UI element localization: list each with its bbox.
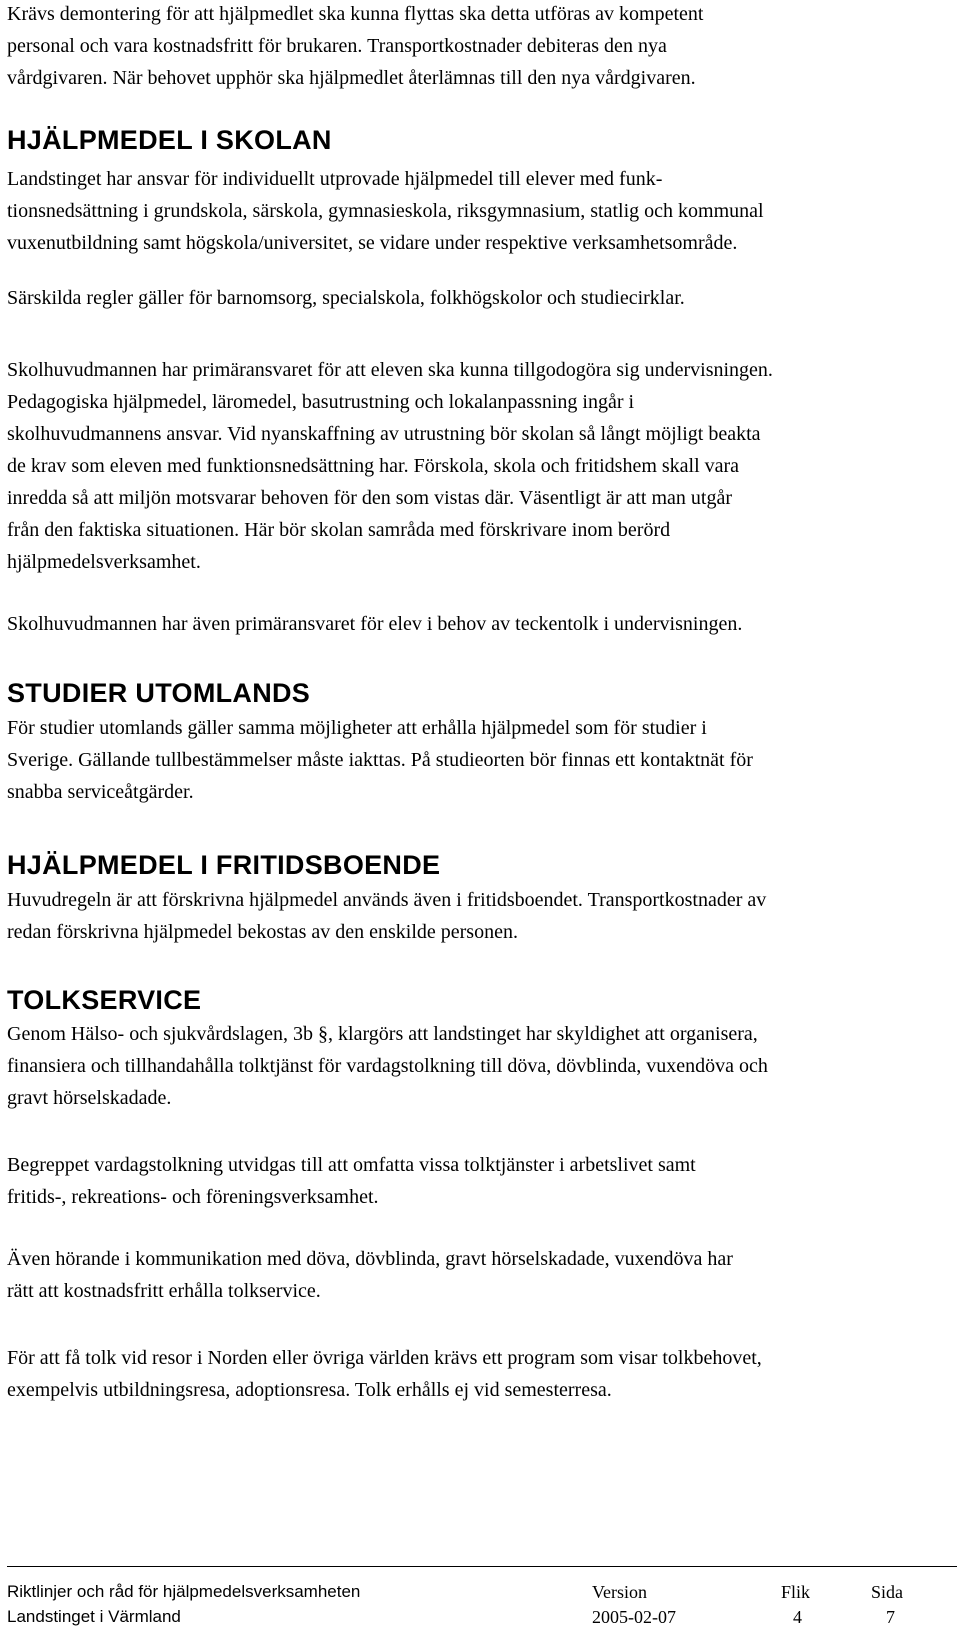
footer-flik-value: 4 bbox=[793, 1607, 802, 1627]
paragraph-line: Genom Hälso- och sjukvårdslagen, 3b §, klargörs att landstinget har skyldighet att organisera, bbox=[7, 1023, 758, 1045]
paragraph-line: hjälpmedelsverksamhet. bbox=[7, 551, 201, 573]
paragraph-line: Skolhuvudmannen har primäransvaret för att eleven ska kunna tillgodogöra sig undervisningen. bbox=[7, 359, 773, 381]
paragraph-line: inredda så att miljön motsvarar behoven för den som vistas där. Väsentligt är att man utgår bbox=[7, 487, 732, 509]
footer-flik-label: Flik bbox=[781, 1582, 811, 1602]
paragraph-line: För att få tolk vid resor i Norden eller övriga världen krävs ett program som visar tolkbehovet, bbox=[7, 1347, 762, 1369]
paragraph-line: gravt hörselskadade. bbox=[7, 1087, 172, 1109]
paragraph-line: exempelvis utbildningsresa, adoptionsresa. Tolk erhålls ej vid semesterresa. bbox=[7, 1379, 612, 1401]
paragraph-line: skolhuvudmannens ansvar. Vid nyanskaffning av utrustning bör skolan så långt möjligt beakta bbox=[7, 423, 761, 445]
footer-sida-label: Sida bbox=[871, 1582, 904, 1602]
paragraph-line: För studier utomlands gäller samma möjligheter att erhålla hjälpmedel som för studier i bbox=[7, 717, 707, 739]
paragraph-line: tionsnedsättning i grundskola, särskola, gymnasieskola, riksgymnasium, statlig och kommunal bbox=[7, 200, 764, 222]
section-heading-fritid: HJÄLPMEDEL I FRITIDSBOENDE bbox=[7, 850, 441, 880]
footer-org: Landstinget i Värmland bbox=[7, 1607, 181, 1626]
section-heading-utomlands: STUDIER UTOMLANDS bbox=[7, 678, 311, 708]
paragraph-line: Huvudregeln är att förskrivna hjälpmedel används även i fritidsboendet. Transportkostnader av bbox=[7, 889, 767, 911]
paragraph-line: rätt att kostnadsfritt erhålla tolkservice. bbox=[7, 1280, 321, 1302]
intro-line: Krävs demontering för att hjälpmedlet ska kunna flyttas ska detta utföras av kompetent bbox=[7, 3, 704, 25]
footer-divider bbox=[7, 1566, 957, 1567]
footer-doc-title: Riktlinjer och råd för hjälpmedelsverksamheten bbox=[7, 1582, 361, 1601]
footer-sida-value: 7 bbox=[886, 1607, 895, 1627]
paragraph-line: Sverige. Gällande tullbestämmelser måste iakttas. På studieorten bör finnas ett kontaktnät för bbox=[7, 749, 753, 771]
paragraph-line: fritids-, rekreations- och föreningsverksamhet. bbox=[7, 1186, 379, 1208]
section-heading-skolan: HJÄLPMEDEL I SKOLAN bbox=[7, 125, 332, 155]
paragraph-line: snabba serviceåtgärder. bbox=[7, 781, 194, 803]
paragraph-line: Pedagogiska hjälpmedel, läromedel, basutrustning och lokalanpassning ingår i bbox=[7, 391, 635, 413]
paragraph-line: finansiera och tillhandahålla tolktjänst för vardagstolkning till döva, dövblinda, vuxendöva och bbox=[7, 1055, 768, 1077]
paragraph-line: Landstinget har ansvar för individuellt utprovade hjälpmedel till elever med funk- bbox=[7, 168, 663, 190]
intro-line: personal och vara kostnadsfritt för brukaren. Transportkostnader debiteras den nya bbox=[7, 35, 667, 57]
intro-line: vårdgivaren. När behovet upphör ska hjälpmedlet återlämnas till den nya vårdgivaren. bbox=[7, 67, 696, 89]
footer-version-label: Version bbox=[592, 1582, 647, 1602]
footer-version-value: 2005-02-07 bbox=[592, 1607, 676, 1627]
paragraph-line: Skolhuvudmannen har även primäransvaret för elev i behov av teckentolk i undervisningen. bbox=[7, 613, 743, 635]
paragraph-line: Även hörande i kommunikation med döva, dövblinda, gravt hörselskadade, vuxendöva har bbox=[7, 1248, 733, 1270]
paragraph-line: från den faktiska situationen. Här bör skolan samråda med förskrivare inom berörd bbox=[7, 519, 671, 541]
paragraph-line: vuxenutbildning samt högskola/universitet, se vidare under respektive verksamhetsområde. bbox=[7, 232, 738, 254]
paragraph-line: Särskilda regler gäller för barnomsorg, specialskola, folkhögskolor och studiecirklar. bbox=[7, 287, 685, 309]
section-heading-tolk: TOLKSERVICE bbox=[7, 985, 202, 1015]
paragraph-line: redan förskrivna hjälpmedel bekostas av den enskilde personen. bbox=[7, 921, 518, 943]
paragraph-line: de krav som eleven med funktionsnedsättning har. Förskola, skola och fritidshem skall vara bbox=[7, 455, 740, 477]
paragraph-line: Begreppet vardagstolkning utvidgas till att omfatta vissa tolktjänster i arbetslivet samt bbox=[7, 1154, 696, 1176]
